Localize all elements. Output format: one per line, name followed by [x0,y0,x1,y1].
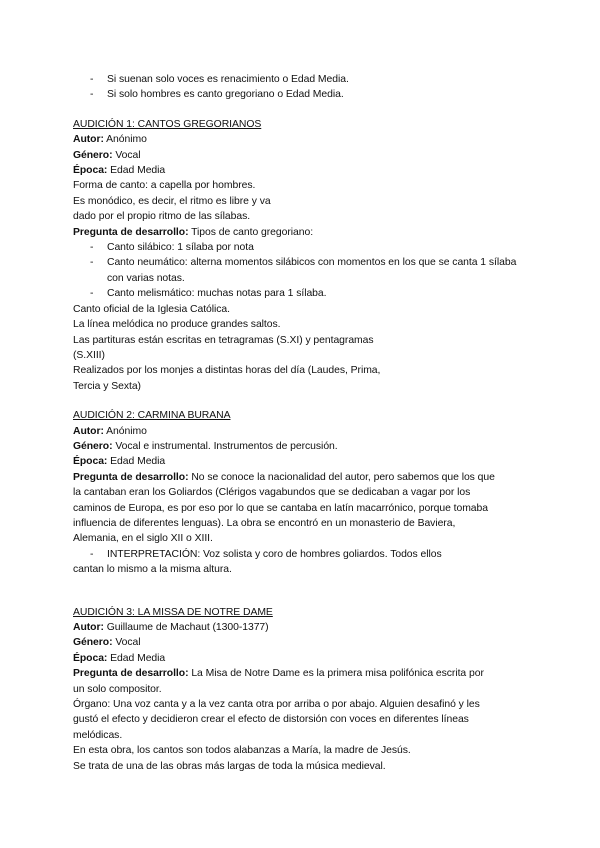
epoca-value: Edad Media [107,652,166,664]
bullet-dash: - [90,74,94,85]
list-item [73,240,533,255]
pregunta-line [73,225,533,240]
autor-line [73,424,533,439]
bullet-dash: - [90,257,94,269]
text-line: un solo compositor. [73,683,162,695]
section-heading-3: AUDICIÓN 3: LA MISSA DE NOTRE DAME [73,606,273,618]
pregunta-value: No se conoce la nacionalidad del autor, pero sabemos que los que [188,471,495,483]
bullet-dash: - [90,548,94,560]
text-line: cantan lo mismo a la misma altura. [73,564,232,576]
pregunta-label: Pregunta de desarrollo: [73,471,189,483]
text-line: la cantaban eran los Goliardos (Clérigos vagabundos que se dedicaban a vagar por los [73,487,471,499]
epoca-value: Edad Media [107,165,166,177]
genero-value: Vocal [112,149,141,161]
epoca-line [73,454,533,469]
epoca-line [73,651,533,666]
genero-label: Género: [73,440,113,452]
bullet-text: Canto melismático: muchas notas para 1 sílaba. [107,288,327,300]
autor-value: Anónimo [103,425,147,437]
text-line: melódicas. [73,729,123,741]
autor-label: Autor: [73,134,104,146]
text-line: caminos de Europa, es por eso por lo que se cantaba en latín macarrónico, porque tomaba [73,502,488,514]
autor-label: Autor: [73,622,104,633]
autor-line [73,620,533,635]
text-line: dado por el propio ritmo de las sílabas. [73,211,251,223]
epoca-value: Edad Media [107,456,166,468]
bullet-text: Si solo hombres es canto gregoriano o Edad Media. [107,89,344,101]
bullet-dash: - [90,89,94,101]
autor-line [73,132,533,147]
genero-line [73,148,533,163]
text-line: Es monódico, es decir, el ritmo es libre y va [73,195,271,207]
intro-bullet [73,72,533,87]
genero-label: Género: [73,637,113,649]
text-line: Alemania, en el siglo XII o XIII. [73,533,213,545]
autor-value: Guillaume de Machaut (1300-1377) [103,622,269,633]
pregunta-value: La Misa de Notre Dame es la primera misa polifónica escrita por [188,668,484,680]
genero-label: Género: [73,149,113,161]
genero-line [73,439,533,454]
text-line: Órgano: Una voz canta y a la vez canta otra por arriba o por abajo. Alguien desafinó y les [73,699,480,711]
intro-bullet [73,87,533,102]
text-line: Canto oficial de la Iglesia Católica. [73,303,230,315]
bullet-text: INTERPRETACIÓN: Voz solista y coro de hombres goliardos. Todos ellos [107,548,442,560]
document-body [73,72,533,774]
text-line: gustó el efecto y decidieron crear el efecto de distorsión con voces en diferentes líneas [73,714,469,726]
section-heading-1: AUDICIÓN 1: CANTOS GREGORIANOS [73,118,262,130]
pregunta-line [73,666,533,681]
text-line: Forma de canto: a capella por hombres. [73,180,256,192]
genero-value: Vocal [112,637,141,649]
text-line: Tercia y Sexta) [73,380,141,392]
list-item [73,255,533,286]
genero-line [73,635,533,650]
text-line: En esta obra, los cantos son todos alabanzas a María, la madre de Jesús. [73,745,411,757]
text-line: Se trata de una de las obras más largas de toda la música medieval. [73,760,386,772]
epoca-label: Época: [73,652,108,664]
list-item [73,286,533,301]
bullet-dash: - [90,242,94,254]
text-line: La línea melódica no produce grandes saltos. [73,319,281,331]
bullet-dash: - [90,288,94,300]
autor-value: Anónimo [103,134,147,146]
bullet-text: Si suenan solo voces es renacimiento o Edad Media. [107,74,349,85]
autor-label: Autor: [73,425,104,437]
bullet-text: Canto silábico: 1 sílaba por nota [107,242,254,254]
epoca-label: Época: [73,165,108,177]
section-heading-2: AUDICIÓN 2: CARMINA BURANA [73,410,231,422]
pregunta-label: Pregunta de desarrollo: [73,668,189,680]
epoca-label: Época: [73,456,108,468]
pregunta-value: Tipos de canto gregoriano: [188,226,314,238]
text-line: influencia de diferentes lenguas). La obra se encontró en un monasterio de Baviera, [73,517,456,529]
pregunta-label: Pregunta de desarrollo: [73,226,189,238]
bullet-text: Canto neumático: alterna momentos silábicos con momentos en los que se canta 1 sílaba con varias notas. [107,257,517,284]
epoca-line [73,163,533,178]
pregunta-line [73,470,533,485]
text-line: Realizados por los monjes a distintas horas del día (Laudes, Prima, [73,365,381,377]
genero-value: Vocal e instrumental. Instrumentos de percusión. [112,440,338,452]
list-item [73,547,533,562]
text-line: (S.XIII) [73,349,105,361]
text-line: Las partituras están escritas en tetragramas (S.XI) y pentagramas [73,334,374,346]
